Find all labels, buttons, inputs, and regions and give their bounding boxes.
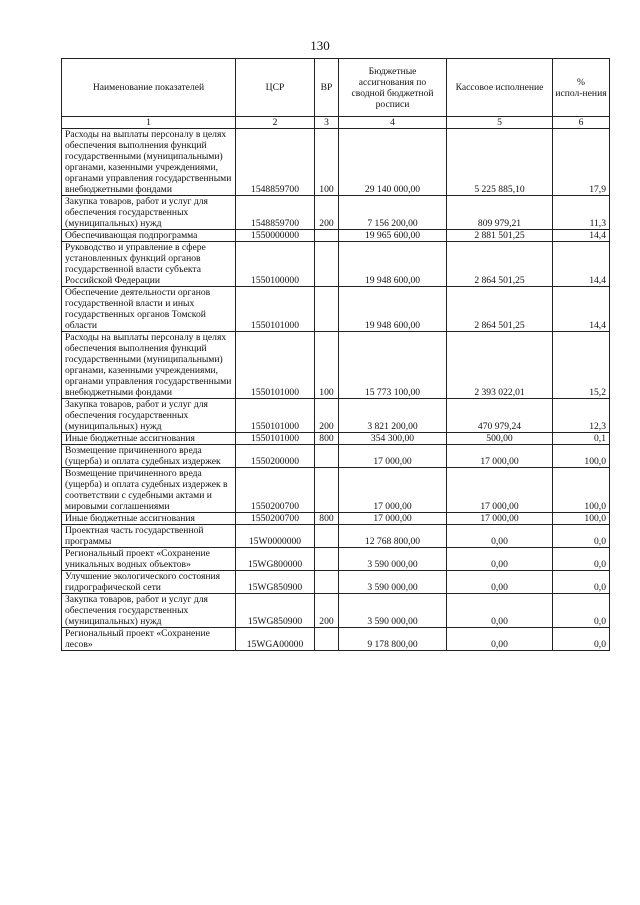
row-cash: 0,00	[447, 548, 553, 571]
row-csr: 1550101000	[236, 399, 315, 433]
row-percent: 0,0	[553, 571, 610, 594]
row-csr: 15WGA00000	[236, 628, 315, 651]
row-name: Закупка товаров, работ и услуг для обеспечения государственных (муниципальных) нужд	[62, 594, 236, 628]
row-percent: 0,0	[553, 628, 610, 651]
row-csr: 1550101000	[236, 287, 315, 332]
row-name: Региональный проект «Сохранение уникальных водных объектов»	[62, 548, 236, 571]
table-row	[62, 196, 610, 230]
row-budget: 17 000,00	[339, 445, 447, 468]
budget-execution-table	[61, 58, 610, 651]
row-name: Возмещение причиненного вреда (ущерба) и оплата судебных издержек	[62, 445, 236, 468]
row-vr: 100	[315, 129, 339, 196]
header-cash: Кассовое исполнение	[447, 59, 553, 117]
row-percent: 14,4	[553, 242, 610, 287]
table-row	[62, 230, 610, 242]
row-cash: 470 979,24	[447, 399, 553, 433]
row-budget: 3 821 200,00	[339, 399, 447, 433]
header-pct-label: испол-нения	[555, 87, 607, 99]
row-cash: 500,00	[447, 433, 553, 445]
row-budget: 19 965 600,00	[339, 230, 447, 242]
row-cash: 0,00	[447, 628, 553, 651]
row-percent: 0,0	[553, 525, 610, 548]
table-row	[62, 332, 610, 399]
row-cash: 0,00	[447, 571, 553, 594]
header-pct-sign: %	[577, 76, 585, 88]
row-vr: 200	[315, 594, 339, 628]
row-csr: 1550200700	[236, 513, 315, 525]
row-budget: 3 590 000,00	[339, 548, 447, 571]
table-row	[62, 525, 610, 548]
row-budget: 7 156 200,00	[339, 196, 447, 230]
row-budget: 3 590 000,00	[339, 571, 447, 594]
column-number: 5	[447, 117, 553, 129]
header-name: Наименование показателей	[62, 59, 236, 117]
row-percent: 14,4	[553, 230, 610, 242]
row-budget: 17 000,00	[339, 468, 447, 513]
row-name: Возмещение причиненного вреда (ущерба) и оплата судебных издержек в соответствии с судебными актами и мировыми соглашениями	[62, 468, 236, 513]
row-percent: 15,2	[553, 332, 610, 399]
table-row	[62, 628, 610, 651]
row-budget: 9 178 800,00	[339, 628, 447, 651]
table-body	[62, 129, 610, 651]
row-name: Расходы на выплаты персоналу в целях обеспечения выполнения функций государственными (муниципальными) органами, казенными учреждениями, органами управления государственными внебюджетными фондами	[62, 129, 236, 196]
row-percent: 0,0	[553, 548, 610, 571]
column-number-row	[62, 117, 610, 129]
row-cash: 2 881 501,25	[447, 230, 553, 242]
row-cash: 2 864 501,25	[447, 287, 553, 332]
row-vr: 200	[315, 196, 339, 230]
row-cash: 17 000,00	[447, 513, 553, 525]
row-csr: 1550100000	[236, 242, 315, 287]
page-number: 130	[310, 38, 330, 53]
row-percent: 100,0	[553, 513, 610, 525]
table-row	[62, 242, 610, 287]
row-name: Руководство и управление в сфере установленных функций органов государственной власти субъекта Российской Федерации	[62, 242, 236, 287]
row-percent: 0,1	[553, 433, 610, 445]
row-vr	[315, 525, 339, 548]
table-row	[62, 433, 610, 445]
row-budget: 19 948 600,00	[339, 287, 447, 332]
row-percent: 14,4	[553, 287, 610, 332]
table-header-row	[62, 59, 610, 117]
row-percent: 100,0	[553, 445, 610, 468]
row-name: Иные бюджетные ассигнования	[62, 433, 236, 445]
table-row	[62, 594, 610, 628]
row-csr: 1548859700	[236, 196, 315, 230]
row-cash: 5 225 885,10	[447, 129, 553, 196]
row-vr: 800	[315, 513, 339, 525]
row-budget: 354 300,00	[339, 433, 447, 445]
row-percent: 12,3	[553, 399, 610, 433]
row-csr: 15WG850900	[236, 571, 315, 594]
row-vr	[315, 571, 339, 594]
row-cash: 17 000,00	[447, 445, 553, 468]
row-cash: 2 864 501,25	[447, 242, 553, 287]
row-csr: 1550200700	[236, 468, 315, 513]
row-name: Обеспечивающая подпрограмма	[62, 230, 236, 242]
row-budget: 17 000,00	[339, 513, 447, 525]
row-name: Иные бюджетные ассигнования	[62, 513, 236, 525]
table-row	[62, 468, 610, 513]
row-cash: 2 393 022,01	[447, 332, 553, 399]
row-cash: 0,00	[447, 525, 553, 548]
table-row	[62, 445, 610, 468]
row-budget: 12 768 800,00	[339, 525, 447, 548]
row-vr	[315, 548, 339, 571]
column-number: 1	[62, 117, 236, 129]
column-number: 6	[553, 117, 610, 129]
row-name: Закупка товаров, работ и услуг для обеспечения государственных (муниципальных) нужд	[62, 399, 236, 433]
table-row	[62, 571, 610, 594]
header-budget: Бюджетные ассигнования по сводной бюджетной росписи	[339, 59, 447, 117]
table-row	[62, 548, 610, 571]
header-vr: ВР	[315, 59, 339, 117]
row-vr: 200	[315, 399, 339, 433]
column-number: 3	[315, 117, 339, 129]
row-name: Закупка товаров, работ и услуг для обеспечения государственных (муниципальных) нужд	[62, 196, 236, 230]
row-cash: 0,00	[447, 594, 553, 628]
column-number: 4	[339, 117, 447, 129]
row-vr	[315, 445, 339, 468]
row-budget: 19 948 600,00	[339, 242, 447, 287]
row-cash: 17 000,00	[447, 468, 553, 513]
row-percent: 11,3	[553, 196, 610, 230]
row-csr: 15WG850900	[236, 594, 315, 628]
row-vr	[315, 287, 339, 332]
row-name: Обеспечение деятельности органов государственной власти и иных государственных органов Томской области	[62, 287, 236, 332]
row-budget: 15 773 100,00	[339, 332, 447, 399]
row-name: Улучшение экологического состояния гидрографической сети	[62, 571, 236, 594]
row-csr: 1550101000	[236, 433, 315, 445]
table-row	[62, 129, 610, 196]
row-percent: 17,9	[553, 129, 610, 196]
row-percent: 100,0	[553, 468, 610, 513]
row-vr	[315, 628, 339, 651]
row-budget: 3 590 000,00	[339, 594, 447, 628]
row-csr: 1550101000	[236, 332, 315, 399]
row-name: Расходы на выплаты персоналу в целях обеспечения выполнения функций государственными (муниципальными) органами, казенными учреждениями, органами управления государственными внебюджетными фондами	[62, 332, 236, 399]
row-percent: 0,0	[553, 594, 610, 628]
column-number: 2	[236, 117, 315, 129]
row-csr: 1550000000	[236, 230, 315, 242]
row-csr: 1550200000	[236, 445, 315, 468]
header-csr: ЦСР	[236, 59, 315, 117]
row-vr	[315, 242, 339, 287]
table-row	[62, 287, 610, 332]
row-csr: 15W0000000	[236, 525, 315, 548]
row-vr	[315, 468, 339, 513]
row-vr	[315, 230, 339, 242]
row-name: Проектная часть государственной программы	[62, 525, 236, 548]
row-csr: 1548859700	[236, 129, 315, 196]
row-name: Региональный проект «Сохранение лесов»	[62, 628, 236, 651]
row-csr: 15WG800000	[236, 548, 315, 571]
row-vr: 800	[315, 433, 339, 445]
row-vr: 100	[315, 332, 339, 399]
table-row	[62, 399, 610, 433]
header-pct	[553, 59, 610, 117]
row-cash: 809 979,21	[447, 196, 553, 230]
row-budget: 29 140 000,00	[339, 129, 447, 196]
table-row	[62, 513, 610, 525]
